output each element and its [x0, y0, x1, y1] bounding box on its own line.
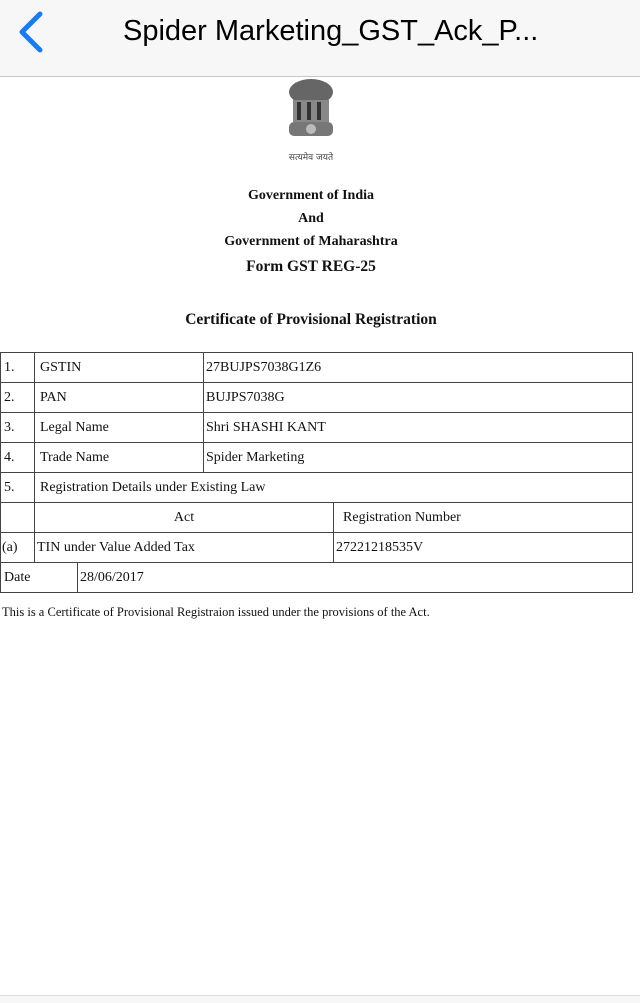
date-label: Date [1, 563, 78, 593]
table-row [1, 383, 633, 413]
row-number: 2. [1, 383, 35, 413]
heading-line1: Government of India [248, 188, 374, 203]
heading-line2: And [298, 211, 324, 226]
row-number: 1. [1, 353, 35, 383]
navigation-bar [0, 0, 640, 77]
row-label: Legal Name [35, 413, 204, 443]
row-number: 4. [1, 443, 35, 473]
row-number: 5. [1, 473, 35, 503]
table-row [1, 533, 633, 563]
row-label: Trade Name [35, 443, 204, 473]
row-value: Spider Marketing [204, 443, 633, 473]
table-row [1, 563, 633, 593]
table-row [1, 473, 633, 503]
document-title: Spider Marketing_GST_Ack_P... [123, 15, 539, 47]
emblem-motto: सत्यमेव जयते [288, 153, 334, 163]
date-value [78, 563, 633, 593]
row-value: Shri SHASHI KANT [204, 413, 633, 443]
registration-number-value: 27221218535V [334, 533, 633, 563]
table-header-row [1, 503, 633, 533]
row-label: Registration Details under Existing Law [35, 473, 633, 503]
date-text: 28/06/2017 [80, 569, 144, 585]
table-row [1, 353, 633, 383]
row-value: 27BUJPS7038G1Z6 [204, 353, 633, 383]
form-name: Form GST REG-25 [246, 258, 376, 275]
empty-cell [1, 503, 35, 533]
national-emblem-logo [283, 78, 339, 150]
column-header-act: Act [35, 503, 334, 533]
act-value: TIN under Value Added Tax [35, 533, 334, 563]
row-number: 3. [1, 413, 35, 443]
chevron-left-icon [14, 10, 50, 54]
heading-line3: Government of Maharashtra [224, 234, 398, 249]
back-button[interactable] [14, 10, 50, 54]
certificate-title: Certificate of Provisional Registration [185, 311, 437, 328]
registration-table [0, 352, 633, 593]
row-label: PAN [35, 383, 204, 413]
table-row [1, 443, 633, 473]
row-number: (a) [1, 533, 35, 563]
row-value: BUJPS7038G [204, 383, 633, 413]
row-label: GSTIN [35, 353, 204, 383]
table-row [1, 413, 633, 443]
bottom-toolbar [0, 995, 640, 1003]
column-header-registration-number: Registration Number [334, 503, 633, 533]
certificate-footer-note: This is a Certificate of Provisional Registraion issued under the provisions of the Act. [2, 605, 430, 619]
